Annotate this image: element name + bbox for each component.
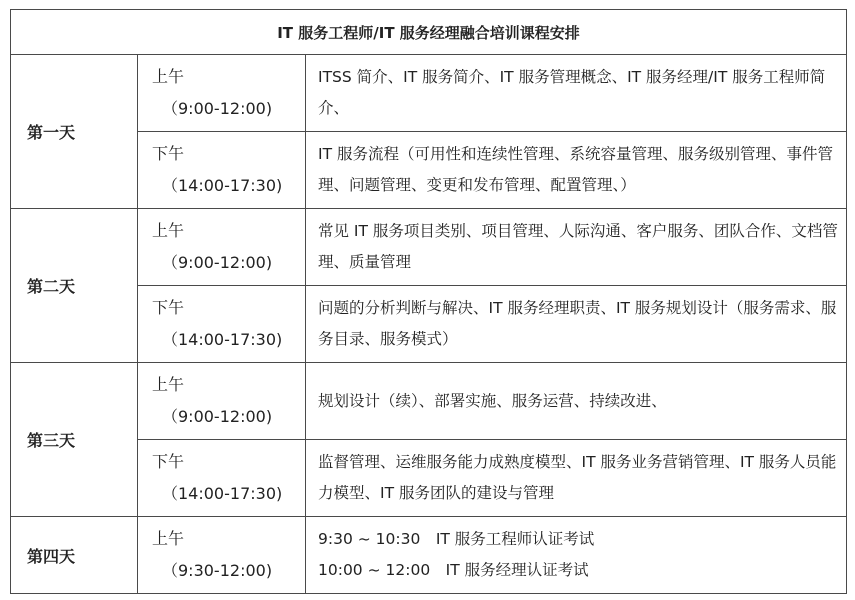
- table-row: [11, 55, 847, 132]
- session-period: 下午: [152, 452, 185, 471]
- exam-line: 10:00 ~ 12:00 IT 服务经理认证考试: [318, 561, 589, 579]
- session-content: ITSS 简介、IT 服务简介、IT 服务管理概念、IT 服务经理/IT 服务工程师简介、: [306, 55, 847, 132]
- table-row: [11, 209, 847, 286]
- day-label: 第四天: [11, 517, 138, 594]
- session-cell: [138, 55, 306, 132]
- table-row: [11, 517, 847, 594]
- table-row: [11, 363, 847, 440]
- session-period: 下午: [152, 298, 185, 317]
- session-time: （9:30-12:00): [162, 561, 273, 580]
- session-cell: [138, 440, 306, 517]
- session-period: 上午: [152, 67, 185, 86]
- course-schedule: [10, 9, 847, 594]
- session-cell: [138, 132, 306, 209]
- session-content: IT 服务流程（可用性和连续性管理、系统容量管理、服务级别管理、事件管理、问题管理、变更和发布管理、配置管理、）: [306, 132, 847, 209]
- schedule-table: [10, 9, 847, 594]
- session-time: （14:00-17:30): [162, 330, 283, 349]
- session-cell: [138, 286, 306, 363]
- session-content: 常见 IT 服务项目类别、项目管理、人际沟通、客户服务、团队合作、文档管理、质量管理: [306, 209, 847, 286]
- session-cell: [138, 209, 306, 286]
- day-label: 第三天: [11, 363, 138, 517]
- session-period: 上午: [152, 375, 185, 394]
- session-content: 监督管理、运维服务能力成熟度模型、IT 服务业务营销管理、IT 服务人员能力模型、IT 服务团队的建设与管理: [306, 440, 847, 517]
- table-title: IT 服务工程师/IT 服务经理融合培训课程安排: [11, 10, 847, 55]
- session-period: 下午: [152, 144, 185, 163]
- session-time: （9:00-12:00): [162, 407, 273, 426]
- session-cell: [138, 363, 306, 440]
- session-content: 问题的分析判断与解决、IT 服务经理职责、IT 服务规划设计（服务需求、服务目录、服务模式）: [306, 286, 847, 363]
- session-content: [306, 517, 847, 594]
- session-content: 规划设计（续）、部署实施、服务运营、持续改进、: [306, 363, 847, 440]
- day-label: 第一天: [11, 55, 138, 209]
- session-period: 上午: [152, 221, 185, 240]
- session-time: （9:00-12:00): [162, 253, 273, 272]
- session-time: （14:00-17:30): [162, 176, 283, 195]
- session-time: （9:00-12:00): [162, 99, 273, 118]
- day-label: 第二天: [11, 209, 138, 363]
- session-period: 上午: [152, 529, 185, 548]
- exam-line: 9:30 ~ 10:30 IT 服务工程师认证考试: [318, 530, 595, 548]
- session-time: （14:00-17:30): [162, 484, 283, 503]
- session-cell: [138, 517, 306, 594]
